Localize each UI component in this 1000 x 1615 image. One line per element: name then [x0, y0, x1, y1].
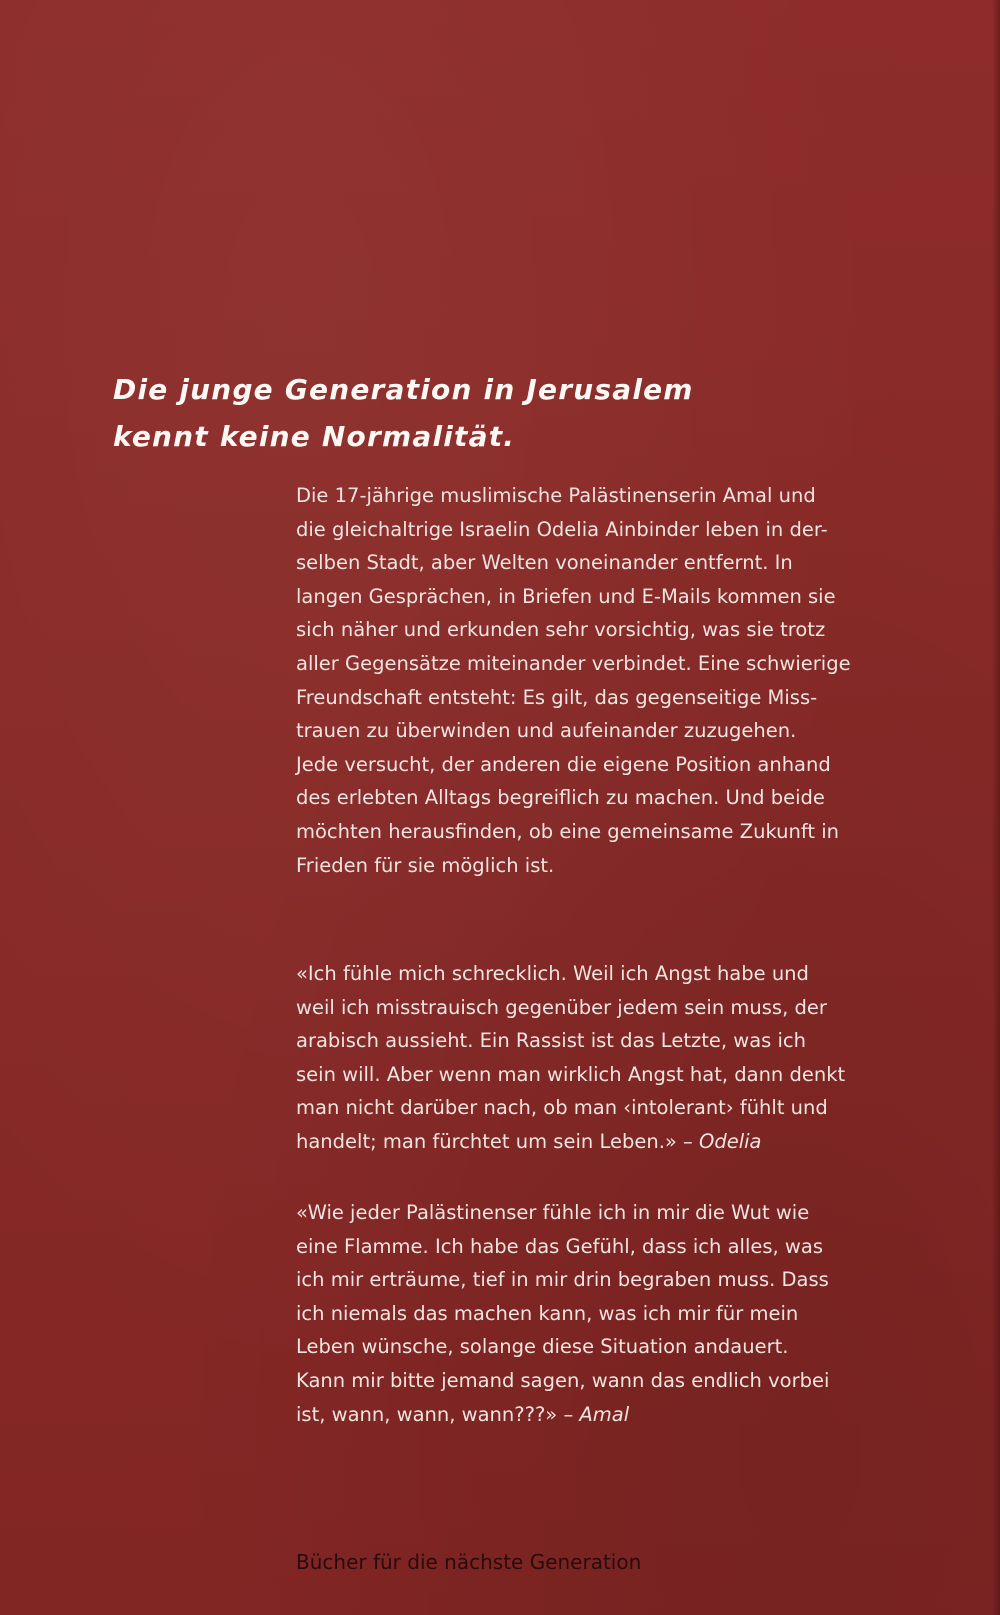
cover-edge-shadow — [992, 0, 1000, 1615]
text-line: Die 17-jährige muslimische Palästinenserin Amal und — [296, 484, 816, 507]
text-line: eine Flamme. Ich habe das Gefühl, dass ich alles, was — [296, 1234, 823, 1258]
headline-line-2: kennt keine Normalität. — [113, 420, 516, 453]
quote-text: handelt; man fürchtet um sein Leben.» – — [296, 1129, 693, 1153]
text-line: Leben wünsche, solange diese Situation andauert. — [296, 1335, 789, 1359]
text-line: sich näher und erkunden sehr vorsichtig, was sie trotz — [296, 618, 826, 642]
text-line: Freundschaft entsteht: Es gilt, das gegenseitige Miss- — [296, 685, 818, 709]
text-line-last — [296, 1125, 986, 1159]
quote-odelia — [296, 957, 986, 1159]
text-line: Kann mir bitte jemand sagen, wann das endlich vorbei — [296, 1368, 830, 1392]
text-line: Frieden für sie möglich ist. — [296, 853, 555, 877]
headline-line-1: Die junge Generation in Jerusalem — [113, 373, 694, 406]
text-line: weil ich misstrauisch gegenüber jedem sein muss, der — [296, 995, 827, 1019]
intro-paragraph — [296, 479, 986, 882]
text-line: «Ich fühle mich schrecklich. Weil ich Angst habe und — [296, 962, 809, 985]
quote-amal — [296, 1196, 986, 1431]
text-line: ich mir erträume, tief in mir drin begraben muss. Dass — [296, 1268, 829, 1292]
text-line: die gleichaltrige Israelin Odelia Ainbinder leben in der- — [296, 517, 828, 541]
text-line: «Wie jeder Palästinenser fühle ich in mir die Wut wie — [296, 1201, 810, 1224]
text-line: ich niemals das machen kann, was ich mir für mein — [296, 1301, 799, 1325]
text-line: selben Stadt, aber Welten voneinander entfernt. In — [296, 551, 793, 575]
text-line: sein will. Aber wenn man wirklich Angst hat, dann denkt — [296, 1062, 846, 1086]
headline — [113, 366, 953, 460]
text-line: aller Gegensätze miteinander verbindet. Eine schwierige — [296, 651, 851, 675]
quote-text: ist, wann, wann, wann???» – — [296, 1402, 574, 1426]
text-line: trauen zu überwinden und aufeinander zuzugehen. — [296, 719, 797, 743]
text-line: Jede versucht, der anderen die eigene Position anhand — [296, 752, 831, 776]
text-line-last — [296, 1398, 986, 1432]
text-line: des erlebten Alltags begreiflich zu machen. Und beide — [296, 786, 825, 810]
text-line: arabisch aussieht. Ein Rassist ist das Letzte, was ich — [296, 1029, 806, 1053]
text-line: möchten herausfinden, ob eine gemeinsame Zukunft in — [296, 819, 840, 843]
quote-author: Odelia — [698, 1129, 762, 1153]
text-line: man nicht darüber nach, ob man ‹intolerant› fühlt und — [296, 1096, 828, 1120]
series-label: Bücher für die nächste Generation — [296, 1550, 642, 1574]
quote-author: Amal — [579, 1402, 630, 1426]
text-line: langen Gesprächen, in Briefen und E-Mails kommen sie — [296, 584, 836, 608]
